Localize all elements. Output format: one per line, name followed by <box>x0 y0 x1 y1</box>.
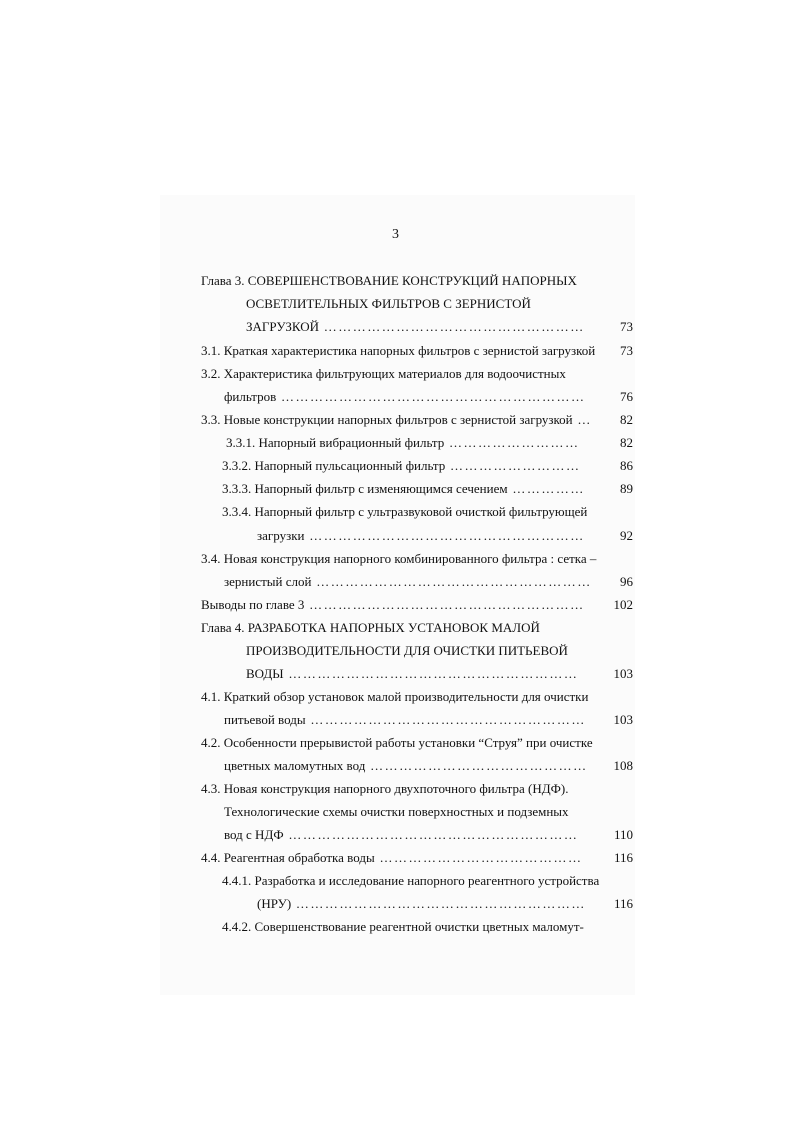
page-number: 3 <box>392 227 399 242</box>
toc-page-number: 86 <box>620 458 633 473</box>
toc-chapter-4-title: Глава 4. РАЗРАБОТКА НАПОРНЫХ УСТАНОВОК МАЛОЙ <box>201 620 540 635</box>
toc-entry-4-1-cont: питьевой воды ………………………………………………… <box>224 712 586 727</box>
toc-page-number: 92 <box>620 528 633 543</box>
toc-page-number: 76 <box>620 389 633 404</box>
toc-entry-4-3-end: вод с НДФ …………………………………………………… <box>224 827 579 842</box>
toc-chapter-3-title-cont: ОСВЕТЛИТЕЛЬНЫХ ФИЛЬТРОВ С ЗЕРНИСТОЙ <box>246 296 531 311</box>
toc-entry-4-4: 4.4. Реагентная обработка воды …………………………………… <box>201 850 583 865</box>
toc-entry-3-3-4: 3.3.4. Напорный фильтр с ультразвуковой очисткой фильтрующей <box>222 504 588 519</box>
toc-page-number: 73 <box>620 343 633 358</box>
toc-entry-3-2: 3.2. Характеристика фильтрующих материалов для водоочистных <box>201 366 566 381</box>
toc-entry-3-2-cont: фильтров ……………………………………………………… <box>224 389 586 404</box>
toc-entry-4-3-cont: Технологические схемы очистки поверхностных и подземных <box>224 804 569 819</box>
toc-entry-3-3-1: 3.3.1. Напорный вибрационный фильтр ……………………… <box>226 435 580 450</box>
toc-page-number: 110 <box>613 827 633 842</box>
toc-entry-4-2-cont: цветных маломутных вод ……………………………………… <box>224 758 588 773</box>
toc-page-number: 116 <box>613 850 633 865</box>
toc-conclusions-ch3: Выводы по главе 3 ………………………………………………… <box>201 597 585 612</box>
toc-entry-3-1: 3.1. Краткая характеристика напорных фильтров с зернистой загрузкой <box>201 343 596 358</box>
toc-page-number: 103 <box>613 666 633 681</box>
toc-chapter-3-title: Глава 3. СОВЕРШЕНСТВОВАНИЕ КОНСТРУКЦИЙ НАПОРНЫХ <box>201 273 577 288</box>
toc-page-number: 73 <box>620 319 633 334</box>
toc-entry-3-3-4-cont: загрузки ………………………………………………… <box>257 528 585 543</box>
toc-entry-3-4: 3.4. Новая конструкция напорного комбинированного фильтра : сетка – <box>201 551 597 566</box>
toc-entry-3-4-cont: зернистый слой ………………………………………………… <box>224 574 592 589</box>
toc-chapter-3-title-end: ЗАГРУЗКОЙ ……………………………………………… <box>246 319 585 334</box>
toc-page-number: 103 <box>613 712 633 727</box>
toc-entry-3-3-3: 3.3.3. Напорный фильтр с изменяющимся сечением …………… <box>222 481 585 496</box>
toc-entry-4-4-1-cont: (НРУ) …………………………………………………… <box>257 896 586 911</box>
toc-entry-3-3-2: 3.3.2. Напорный пульсационный фильтр ……………………… <box>222 458 581 473</box>
toc-entry-4-2: 4.2. Особенности прерывистой работы установки “Струя” при очистке <box>201 735 593 750</box>
toc-entry-4-3: 4.3. Новая конструкция напорного двухпоточного фильтра (НДФ). <box>201 781 569 796</box>
toc-page-number: 96 <box>620 574 633 589</box>
toc-entry-3-3: 3.3. Новые конструкции напорных фильтров с зернистой загрузкой … <box>201 412 592 427</box>
toc-chapter-4-title-cont: ПРОИЗВОДИТЕЛЬНОСТИ ДЛЯ ОЧИСТКИ ПИТЬЕВОЙ <box>246 643 568 658</box>
toc-chapter-4-title-end: ВОДЫ …………………………………………………… <box>246 666 579 681</box>
toc-page-number: 108 <box>613 758 633 773</box>
toc-page-number: 102 <box>613 597 633 612</box>
toc-page-number: 82 <box>620 412 633 427</box>
toc-entry-4-4-2: 4.4.2. Совершенствование реагентной очистки цветных маломут- <box>222 919 584 934</box>
toc-entry-4-4-1: 4.4.1. Разработка и исследование напорного реагентного устройства <box>222 873 600 888</box>
toc-page-number: 116 <box>613 896 633 911</box>
toc-page-number: 89 <box>620 481 633 496</box>
toc-entry-4-1: 4.1. Краткий обзор установок малой производительности для очистки <box>201 689 589 704</box>
toc-page-number: 82 <box>620 435 633 450</box>
